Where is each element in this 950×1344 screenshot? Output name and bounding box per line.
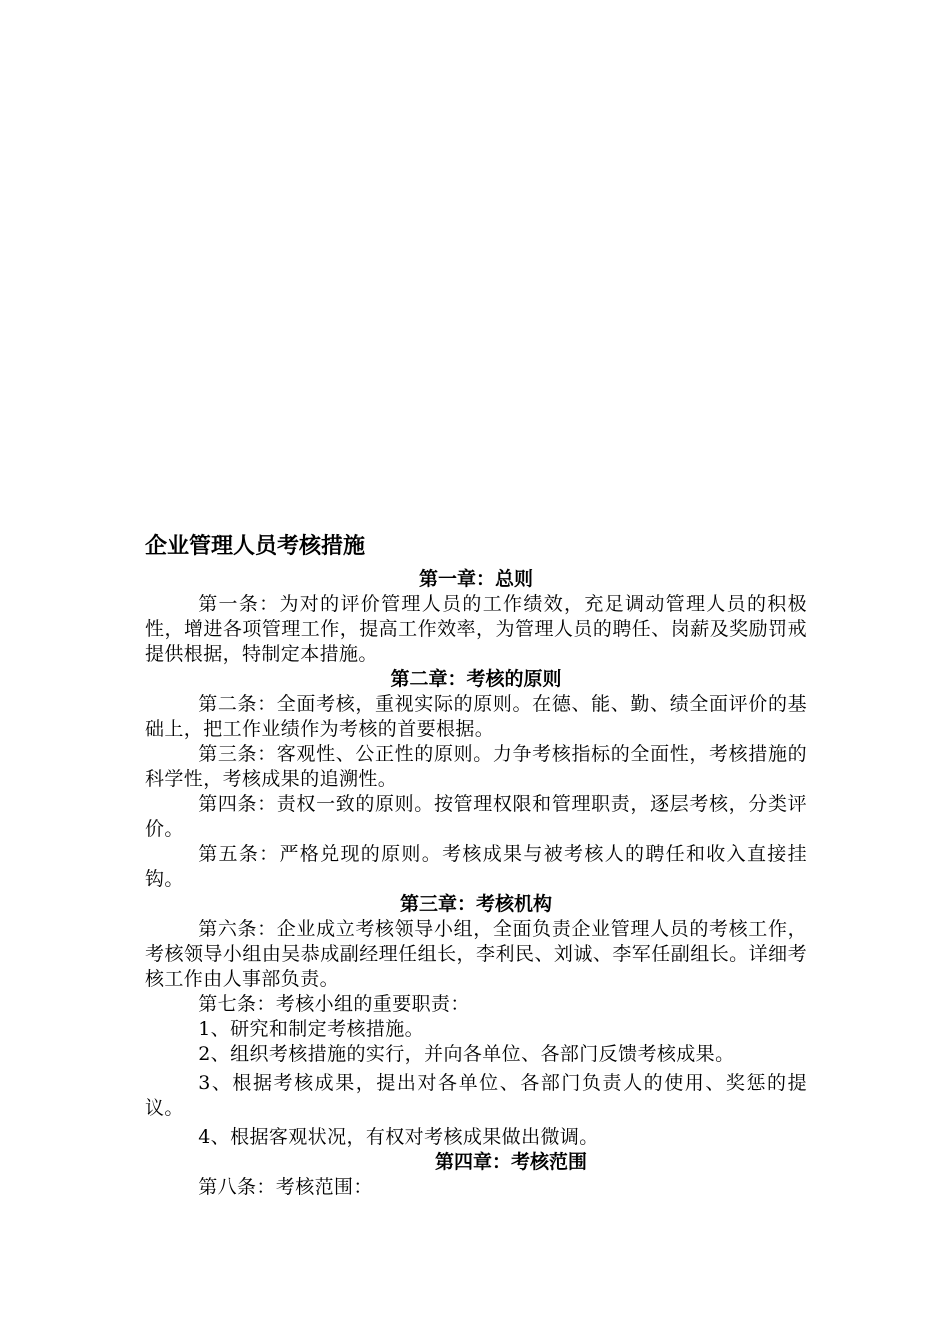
chapter-4-heading: 第四章：考核范围	[434, 1151, 587, 1173]
article-2: 第二条：全面考核，重视实际的原则。在德、能、勤、绩全面评价的基础上，把工作业绩作为考核的首要根据。	[145, 693, 807, 740]
duty-item-2: 2、组织考核措施的实行，并向各单位、各部门反馈考核成果。	[198, 1043, 735, 1065]
article-4: 第四条：责权一致的原则。按管理权限和管理职责，逐层考核，分类评价。	[145, 793, 807, 840]
article-6: 第六条：企业成立考核领导小组，全面负责企业管理人员的考核工作，考核领导小组由吴恭成副经理任组长，李利民、刘诚、李军任副组长。详细考核工作由人事部负责。	[145, 918, 807, 990]
chapter-1-heading: 第一章：总则	[418, 568, 533, 590]
duty-item-3: 3、根据考核成果，提出对各单位、各部门负责人的使用、奖惩的提议。	[145, 1072, 807, 1119]
article-5: 第五条：严格兑现的原则。考核成果与被考核人的聘任和收入直接挂钩。	[145, 843, 807, 890]
document-title: 企业管理人员考核措施	[145, 534, 366, 559]
article-3: 第三条：客观性、公正性的原则。力争考核指标的全面性，考核措施的科学性，考核成果的追溯性。	[145, 743, 807, 790]
duty-item-4: 4、根据客观状况，有权对考核成果做出微调。	[198, 1126, 599, 1148]
chapter-2-heading: 第二章：考核的原则	[390, 668, 562, 690]
article-7: 第七条：考核小组的重要职责：	[198, 993, 470, 1015]
duty-item-1: 1、研究和制定考核措施。	[198, 1018, 425, 1040]
document-body	[145, 531, 807, 1200]
chapter-3-heading: 第三章：考核机构	[399, 893, 552, 915]
article-8: 第八条：考核范围：	[198, 1176, 373, 1198]
article-1: 第一条：为对的评价管理人员的工作绩效，充足调动管理人员的积极性，增进各项管理工作，提高工作效率，为管理人员的聘任、岗薪及奖励罚戒提供根据，特制定本措施。	[145, 593, 807, 665]
